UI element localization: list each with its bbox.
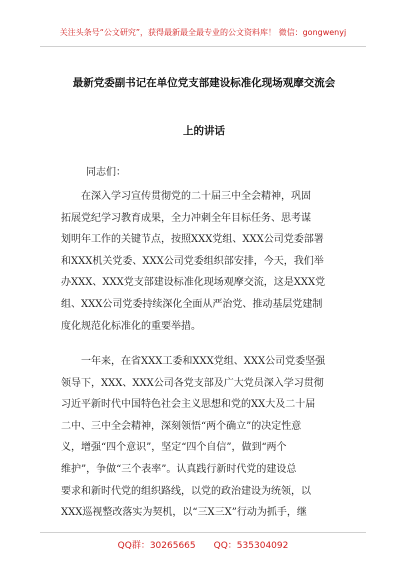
paragraph-line: 要求和新时代党的组织路线，以党的政治建设为统领，以 [61,485,311,497]
paragraph-line: 一年来，在省XXX工委和XXX党组、XXX公司党委坚强 [81,356,326,367]
footer-bar [40,532,366,555]
paragraph-line: 义，增强“四个意识”，坚定“四个自信”，做到“两个 [61,442,287,454]
paragraph-line: 划明年工作的关键节点，按照XXX党组、XXX公司党委部署 [61,234,324,246]
paragraph-line: XXX巡视整改落实为契机，以“三X三X”行动为抓手，继 [61,507,307,519]
paragraph-line: 办XXX、XXX党支部建设标准化现场观摩交流，这是XXX党 [61,277,326,289]
qq-number: QQ：535304092 [213,541,289,551]
header-banner: 关注头条号“公文研究”，获得最新最全最专业的公文资料库！ 微信：gongwenyj [59,28,347,37]
paragraph-line: 组、XXX公司党委持续深化全面从严治党、推动基层党建制 [61,298,323,310]
qq-group-number: QQ群：30265665 [117,541,196,551]
paragraph-line: 二中、三中全会精神，深刻领悟“两个确立”的决定性意 [61,420,302,432]
paragraph-1 [61,186,347,337]
document-title-continued: 上的讲话 [183,125,225,137]
document-title: 最新党委副书记在单位党支部建设标准化现场观摩交流会 [72,77,336,89]
header-bar [40,22,366,47]
salutation: 同志们： [86,167,126,178]
paragraph-line: 度化规范化标准化的重要举措。 [61,320,201,332]
paragraph-line: 习近平新时代中国特色社会主义思想和党的XX大及二十届 [61,399,316,411]
paragraph-line: 领导下，XXX、XXX公司各党支部及广大党员深入学习贯彻 [61,377,324,389]
footer-contact [40,538,366,551]
paragraph-line: 维护”，争做“三个表率”。认真践行新时代党的建设总 [61,463,297,475]
paragraph-2 [61,351,347,524]
paragraph-line: 和XXX机关党委、XXX公司党委组织部安排，今天，我们举 [61,255,324,267]
paragraph-line: 拓展党纪学习教育成果，全力冲刺全年目标任务、思考谋 [61,212,311,224]
paragraph-line: 在深入学习宣传贯彻党的二十届三中全会精神，巩固 [81,191,311,202]
